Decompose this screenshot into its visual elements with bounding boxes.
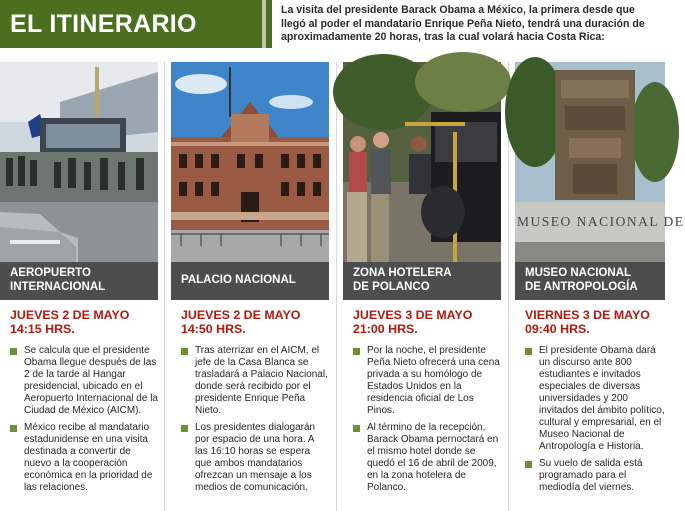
- bullet-square-icon: [10, 425, 17, 432]
- location-label-line1: PALACIO NACIONAL: [181, 274, 296, 286]
- bullet-square-icon: [353, 348, 360, 355]
- date-time: [525, 308, 675, 336]
- bullet-text: Los presidentes dialogarán por espacio de una hora. A las 16:10 horas se espera que ambos mandatarios ofrezcan un mensaje a los medios de comunicación.: [195, 422, 316, 493]
- bullet-list: [181, 345, 329, 499]
- museum-sign-text: MUSEO NACIONAL DE: [517, 214, 685, 229]
- bullet-text: Tras aterrizar en el AICM, el jefe de la Casa Blanca se trasladará a Palacio Nacional, donde será recibido por el presidente Enrique Peña Nieto.: [195, 345, 328, 416]
- location-label-line2: DE ANTROPOLOGÍA: [525, 281, 638, 293]
- bullet-list: [10, 345, 158, 499]
- date-time: [10, 308, 160, 336]
- column-museo: [515, 62, 685, 511]
- palace-photo: [171, 62, 329, 262]
- page-title: EL ITINERARIO: [0, 0, 272, 48]
- column-aeropuerto: [0, 62, 158, 511]
- location-label-line2: DE POLANCO: [353, 281, 430, 293]
- location-label-line1: ZONA HOTELERA: [353, 267, 452, 279]
- bullet-square-icon: [181, 425, 188, 432]
- date: JUEVES 2 DE MAYO: [181, 308, 301, 322]
- bullet-item: [353, 422, 501, 494]
- bullet-item: [10, 422, 158, 494]
- date: JUEVES 2 DE MAYO: [10, 308, 130, 322]
- location-label: [0, 262, 158, 300]
- bullet-text: Por la noche, el presidente Peña Nieto ofrecerá una cena privada a su homólogo de Estados Unidos en la residencia oficial de Los Pinos.: [367, 345, 500, 416]
- time: 14:15 HRS.: [10, 322, 75, 336]
- bullet-square-icon: [353, 425, 360, 432]
- bullet-item: [10, 345, 158, 417]
- bullet-square-icon: [525, 461, 532, 468]
- bullet-square-icon: [10, 348, 17, 355]
- time: 21:00 HRS.: [353, 322, 418, 336]
- date: VIERNES 3 DE MAYO: [525, 308, 650, 322]
- bullet-item: [525, 345, 667, 453]
- hotel-photo: [343, 62, 501, 262]
- date: JUEVES 3 DE MAYO: [353, 308, 473, 322]
- bullet-item: [181, 422, 329, 494]
- bullet-item: [525, 458, 667, 494]
- location-label-line1: AEROPUERTO: [10, 267, 91, 279]
- bullet-text: El presidente Obama dará un discurso ante 800 estudiantes e invitados especiales de diversas universidades y 200 invitados del ámbito político, cultural y empresarial, en el Museo Nacional de Antropología e Historia.: [539, 345, 665, 452]
- bullet-list: [525, 345, 667, 499]
- date-time: [353, 308, 503, 336]
- time: 14:50 HRS.: [181, 322, 246, 336]
- column-divider: [164, 62, 165, 511]
- bullet-text: Al término de la recepción, Barack Obama pernoctará en el mismo hotel donde se quedó el 16 de abril de 2009, en la zona hotelera de Polanco.: [367, 422, 499, 493]
- date-time: [181, 308, 331, 336]
- location-label: [515, 262, 665, 300]
- time: 09:40 HRS.: [525, 322, 590, 336]
- airport-photo: [0, 62, 158, 262]
- bullet-item: [181, 345, 329, 417]
- bullet-text: México recibe al mandatario estadunidense en una visita destinada a convertir de nuevo a la cooperación económica en la prioridad de las relaciones.: [24, 422, 153, 493]
- bullet-list: [353, 345, 501, 499]
- location-label: [343, 262, 501, 300]
- museum-photo: [515, 62, 685, 262]
- bullet-text: Se calcula que el presidente Obama llegue después de las 2 de la tarde al Hangar presidencial, ubicado en el Aeropuerto Internacional de la Ciudad de México (AICM).: [24, 345, 158, 416]
- column-divider: [336, 62, 337, 511]
- location-label: [171, 262, 329, 300]
- bullet-item: [353, 345, 501, 417]
- header: [0, 0, 665, 54]
- bullet-square-icon: [181, 348, 188, 355]
- title-divider: [262, 0, 266, 48]
- column-polanco: [343, 62, 501, 511]
- bullet-square-icon: [525, 348, 532, 355]
- location-label-line1: MUSEO NACIONAL: [525, 267, 632, 279]
- column-palacio: [171, 62, 329, 511]
- intro-text: La visita del presidente Barack Obama a México, la primera desde que llegó al poder el mandatario Enrique Peña Nieto, tendrá una duración de aproximadamente 20 horas, tras la cual volará hacia Costa Rica:: [281, 4, 645, 44]
- location-label-line2: INTERNACIONAL: [10, 281, 106, 293]
- bullet-text: Su vuelo de salida está programado para el mediodía del viernes.: [539, 458, 643, 493]
